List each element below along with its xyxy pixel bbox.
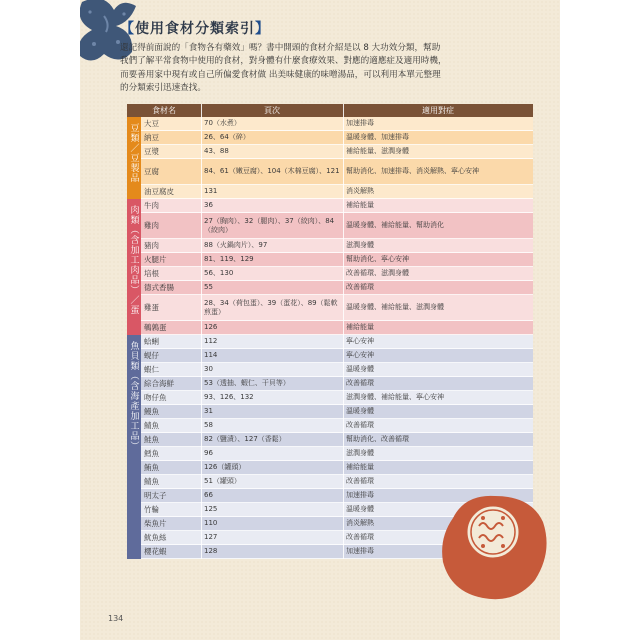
effect-text: 補給能量 <box>346 463 374 471</box>
ingredient-name: 雞蛋 <box>144 303 159 312</box>
intro-line: 還記得前面說的「食物各有藥效」嗎？書中開頭的食材介紹是以 8 大功效分類，幫助 <box>120 43 441 53</box>
effect-text: 改善循環 <box>346 421 374 429</box>
page-numbers: 51（罐頭） <box>204 477 241 485</box>
header-page: 頁次 <box>264 106 280 115</box>
effect-text: 改善循環 <box>346 379 374 387</box>
effect-text: 消炎解熱 <box>346 519 374 527</box>
page-title: 【使用食材分類索引】 <box>120 21 270 37</box>
table-row <box>141 185 533 199</box>
table-row <box>141 131 533 145</box>
table-row <box>141 447 533 461</box>
ingredient-name: 明太子 <box>144 491 167 500</box>
effect-text: 改善循環 <box>346 533 374 541</box>
table-row <box>141 159 533 185</box>
effect-text: 補給能量 <box>346 201 374 209</box>
category-label <box>127 335 141 559</box>
page-number: 134 <box>108 614 124 623</box>
effect-text: 寧心安神 <box>346 351 374 359</box>
header-effect: 適用對症 <box>422 106 454 115</box>
column-divider <box>343 104 344 559</box>
category-label-text: 魚貝類（含海產加工品） <box>128 341 139 451</box>
category-label-text: 豆類／豆製品 <box>128 123 139 183</box>
table-row <box>141 213 533 239</box>
page-numbers: 126（罐頭） <box>204 463 246 471</box>
table-row <box>141 281 533 295</box>
page-numbers: 128 <box>204 547 218 555</box>
category-label <box>127 199 141 335</box>
page-numbers: 81、119、129 <box>204 255 254 263</box>
intro-line: 的分類索引迅速查找。 <box>120 83 206 94</box>
seal-stamp-illustration <box>435 488 555 606</box>
ingredient-name: 鱈魚 <box>144 449 159 458</box>
table-row <box>141 253 533 267</box>
page-numbers: 112 <box>204 337 218 345</box>
intro-line: 而要善用家中現有或自己所偏愛食材做 出美味健康的味噌湯品，可以利用本單元整理 <box>120 69 441 80</box>
table-row <box>141 321 533 335</box>
header-name: 食材名 <box>152 106 176 115</box>
ingredient-name: 鮭魚 <box>144 435 159 444</box>
page-numbers: 131 <box>204 187 218 195</box>
effect-text: 溫暖身體、補給能量、滋潤身體 <box>346 303 444 311</box>
page-numbers: 56、130 <box>204 269 234 277</box>
page-numbers: 82（鹽漬）、127（香鬆） <box>204 435 286 443</box>
table-row <box>141 349 533 363</box>
page-numbers: 30 <box>204 365 213 373</box>
effect-text: 改善循環、滋潤身體 <box>346 269 409 277</box>
table-row <box>141 475 533 489</box>
page-numbers: 96 <box>204 449 213 457</box>
ingredient-name: 豬肉 <box>144 241 159 250</box>
ingredient-name: 鵪鶉蛋 <box>144 323 167 332</box>
ingredient-name: 豆腐 <box>144 167 159 176</box>
ingredient-name: 培根 <box>144 269 159 278</box>
ingredient-name: 魷魚絲 <box>144 533 167 542</box>
page-numbers: 27（胸肉）、32（腿肉）、37（絞肉）、84（絞肉） <box>204 216 335 234</box>
page-numbers: 70（水煮） <box>204 119 241 127</box>
ingredient-name: 鰻魚 <box>144 407 159 416</box>
table-row <box>141 239 533 253</box>
page-numbers: 84、61（嫩豆腐）、104（木棉豆腐）、121 <box>204 167 340 175</box>
page-numbers: 88（火鍋肉片）、97 <box>204 241 268 249</box>
page-numbers: 127 <box>204 533 218 541</box>
effect-text: 溫暖身體 <box>346 407 374 415</box>
page-numbers: 36 <box>204 201 213 209</box>
effect-text: 改善循環 <box>346 477 374 485</box>
page-numbers: 58 <box>204 421 213 429</box>
ingredient-name: 牛肉 <box>144 201 159 210</box>
page-numbers: 26、64（碎） <box>204 133 250 141</box>
ingredient-name: 鯖魚 <box>144 477 159 486</box>
effect-text: 消炎解熱 <box>346 187 374 195</box>
effect-text: 幫助消化、改善循環 <box>346 435 409 443</box>
effect-text: 滋潤身體 <box>346 241 374 249</box>
ingredient-name: 吻仔魚 <box>144 393 167 402</box>
effect-text: 幫助消化、加速排毒、消炎解熱、寧心安神 <box>346 167 479 175</box>
page-numbers: 114 <box>204 351 218 359</box>
table-row <box>141 295 533 321</box>
page-numbers: 43、88 <box>204 147 229 155</box>
category-label <box>127 117 141 199</box>
page-numbers: 125 <box>204 505 218 513</box>
effect-text: 滋潤身體、補給能量、寧心安神 <box>346 393 444 401</box>
effect-text: 溫暖身體、補給能量、幫助消化 <box>346 221 444 229</box>
ingredient-name: 雞肉 <box>144 221 159 230</box>
table-row <box>141 363 533 377</box>
page-numbers: 31 <box>204 407 213 415</box>
page-numbers: 66 <box>204 491 213 499</box>
page-numbers: 110 <box>204 519 218 527</box>
effect-text: 加速排毒 <box>346 119 374 127</box>
category-label-text: 肉類（含加工肉品）／蛋 <box>128 205 139 315</box>
effect-text: 溫暖身體 <box>346 365 374 373</box>
table-row <box>141 117 533 131</box>
effect-text: 寧心安神 <box>346 337 374 345</box>
ingredient-name: 鮪魚 <box>144 463 159 472</box>
intro-paragraph <box>120 42 538 96</box>
effect-text: 改善循環 <box>346 283 374 291</box>
book-page <box>80 0 560 640</box>
ingredient-name: 鯖魚 <box>144 421 159 430</box>
table-row <box>141 199 533 213</box>
ingredient-name: 大豆 <box>144 119 159 128</box>
table-row <box>141 419 533 433</box>
ingredient-name: 油豆腐皮 <box>144 187 174 196</box>
effect-text: 溫暖身體、加速排毒 <box>346 133 409 141</box>
table-row <box>141 335 533 349</box>
effect-text: 補給能量 <box>346 323 374 331</box>
ingredient-name: 蝦仁 <box>144 365 159 374</box>
food-category-group <box>127 117 533 199</box>
effect-text: 補給能量、滋潤身體 <box>346 147 409 155</box>
food-category-group <box>127 199 533 335</box>
table-row <box>141 433 533 447</box>
ingredient-name: 蛤蜊 <box>144 337 159 346</box>
ingredient-name: 柴魚片 <box>144 519 167 528</box>
table-row <box>141 267 533 281</box>
table-row <box>141 461 533 475</box>
page-numbers: 93、126、132 <box>204 393 254 401</box>
table-row <box>141 405 533 419</box>
effect-text: 溫暖身體 <box>346 505 374 513</box>
column-divider <box>201 104 202 559</box>
ingredient-name: 德式香腸 <box>144 283 174 292</box>
ingredient-name: 豆漿 <box>144 147 159 156</box>
table-row <box>141 145 533 159</box>
table-row <box>141 391 533 405</box>
ingredient-name: 竹輪 <box>144 505 159 514</box>
page-numbers: 28、34（荷包蛋）、39（蛋花）、89（鬆軟煎蛋） <box>204 298 338 316</box>
ingredient-name: 綜合海鮮 <box>144 379 174 388</box>
table-header <box>127 104 533 117</box>
effect-text: 滋潤身體 <box>346 449 374 457</box>
effect-text: 加速排毒 <box>346 547 374 555</box>
effect-text: 幫助消化、寧心安神 <box>346 255 409 263</box>
effect-text: 加速排毒 <box>346 491 374 499</box>
ingredient-name: 櫻花蝦 <box>144 547 167 556</box>
intro-line: 我們了解平常食物中使用的食材，對身體有什麼食療效果、對應的適應症及適用時機， <box>120 56 447 67</box>
ingredient-name: 蜆仔 <box>144 351 159 360</box>
page-numbers: 126 <box>204 323 218 331</box>
page-numbers: 53（透抽、蝦仁、干貝等） <box>204 379 290 387</box>
table-row <box>141 377 533 391</box>
page-numbers: 55 <box>204 283 213 291</box>
ingredient-name: 火腿片 <box>144 255 167 264</box>
ingredient-name: 納豆 <box>144 133 159 142</box>
